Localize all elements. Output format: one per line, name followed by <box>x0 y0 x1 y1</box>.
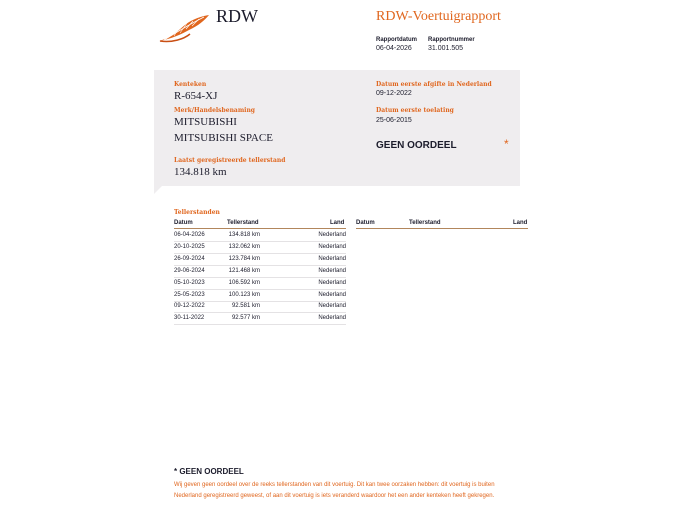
row-date: 29-06-2024 <box>174 268 205 274</box>
report-number-label: Rapportnummer <box>428 37 475 43</box>
first-nl-label: Datum eerste afgifte in Nederland <box>376 81 492 88</box>
panel-corner <box>154 186 162 194</box>
row-odometer: 106.592 km <box>228 280 260 286</box>
plate-value: R-654-XJ <box>174 90 218 102</box>
col-header-date-2: Datum <box>356 220 375 226</box>
table-row <box>174 254 346 266</box>
col-header-odometer: Tellerstand <box>227 220 259 226</box>
row-odometer: 123.784 km <box>228 256 260 262</box>
col-header-odometer-2: Tellerstand <box>409 220 441 226</box>
plate-label: Kenteken <box>174 81 207 88</box>
row-country: Nederland <box>318 315 346 321</box>
brand-name: RDW <box>216 6 258 26</box>
rdw-logo-icon <box>158 14 210 44</box>
table-row <box>174 313 346 325</box>
report-date: 06-04-2026 <box>376 45 412 52</box>
readings-title: Tellerstanden <box>174 209 220 216</box>
row-date: 20-10-2025 <box>174 244 205 250</box>
col-header-country: Land <box>330 220 345 226</box>
row-date: 26-09-2024 <box>174 256 205 262</box>
row-odometer: 134.818 km <box>228 232 260 238</box>
table-header-rule-2 <box>356 228 528 229</box>
row-date: 05-10-2023 <box>174 280 205 286</box>
row-country: Nederland <box>318 303 346 309</box>
report-date-label: Rapportdatum <box>376 37 417 43</box>
model-value: MITSUBISHI SPACE <box>174 132 273 144</box>
table-row <box>174 278 346 290</box>
row-date: 06-04-2026 <box>174 232 205 238</box>
footnote-text: Wij geven geen oordeel over de reeks tellerstanden van dit voertuig. Dit kan twee oorzaken hebben: dit voertuig is buiten Nederland geregistreerd geweest, of aan dit voertuig is iets veranderd waardoor het een ander kenteken heeft gekregen. <box>174 482 495 499</box>
row-odometer: 132.062 km <box>228 244 260 250</box>
row-odometer: 121.468 km <box>228 268 260 274</box>
row-country: Nederland <box>318 244 346 250</box>
table-row <box>174 266 346 278</box>
footnote-title: * GEEN OORDEEL <box>174 467 244 476</box>
verdict-asterisk: * <box>504 137 509 151</box>
odometer-value: 134.818 km <box>174 166 227 178</box>
first-admission-label: Datum eerste toelating <box>376 107 454 114</box>
table-row <box>174 242 346 254</box>
odometer-label: Laatst geregistreerde tellerstand <box>174 157 286 164</box>
row-country: Nederland <box>318 268 346 274</box>
table-header-rule <box>174 228 346 229</box>
first-nl-value: 09-12-2022 <box>376 90 412 97</box>
table-row <box>174 301 346 313</box>
report-number: 31.001.505 <box>428 45 464 52</box>
col-header-country-2: Land <box>513 220 528 226</box>
verdict-text: GEEN OORDEEL <box>376 140 457 151</box>
row-date: 30-11-2022 <box>174 315 205 321</box>
first-admission-value: 25-06-2015 <box>376 117 412 124</box>
row-odometer: 100.123 km <box>228 292 260 298</box>
row-country: Nederland <box>318 232 346 238</box>
make-value: MITSUBISHI <box>174 116 237 128</box>
make-label: Merk/Handelsbenaming <box>174 107 256 114</box>
row-country: Nederland <box>318 292 346 298</box>
row-country: Nederland <box>318 256 346 262</box>
row-country: Nederland <box>318 280 346 286</box>
row-odometer: 92.581 km <box>231 303 260 309</box>
row-date: 09-12-2022 <box>174 303 205 309</box>
report-title: RDW-Voertuigrapport <box>376 9 501 24</box>
row-date: 25-05-2023 <box>174 292 205 298</box>
table-row <box>174 230 346 242</box>
row-odometer: 92.577 km <box>231 315 260 321</box>
col-header-date: Datum <box>174 220 193 226</box>
